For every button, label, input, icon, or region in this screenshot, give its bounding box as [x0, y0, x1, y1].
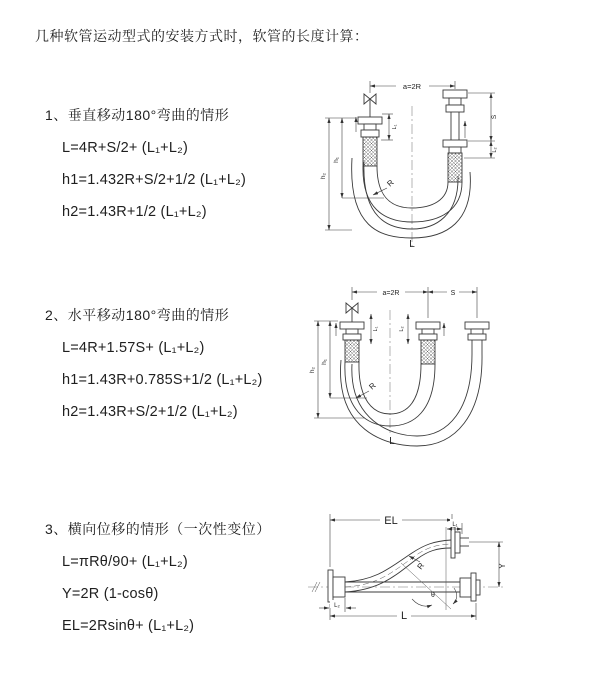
dim-label-l2: L₂	[492, 147, 498, 153]
formula-line: L=4R+1.57S+ (L₁+L₂)	[62, 340, 205, 356]
hose-curves	[341, 354, 483, 446]
dim-label-s: S	[491, 114, 498, 120]
dim-label-l2: L₂	[334, 603, 340, 609]
section-3	[45, 519, 315, 648]
hose-curves	[345, 540, 451, 592]
construction-line	[401, 563, 451, 609]
dim-label-h2: h₂	[320, 172, 327, 180]
diagram-horizontal-180-bend	[305, 278, 600, 463]
formula-line: EL=2Rsinθ+ (L₁+L₂)	[62, 618, 195, 634]
dim-label-el: EL	[384, 515, 398, 527]
formula-line: h1=1.432R+S/2+1/2 (L₁+L₂)	[62, 172, 247, 188]
section-1-heading: 1、垂直移动180°弯曲的情形	[45, 107, 230, 123]
diagram-vertical-180-bend	[312, 70, 597, 265]
formula-line: Y=2R (1-cosθ)	[62, 586, 159, 602]
length-label: L	[409, 239, 415, 250]
formula-line: L=πRθ/90+ (L₁+L₂)	[62, 554, 188, 570]
dim-label-l1: L₁	[452, 522, 458, 528]
hose-braid	[421, 340, 435, 364]
dim-label-l: L	[400, 610, 408, 622]
radius-label: R	[385, 177, 396, 189]
hose-braid	[448, 153, 462, 182]
section-1	[45, 105, 315, 234]
dim-label-a2r: a=2R	[382, 290, 400, 297]
formula-line: h1=1.43R+0.785S+1/2 (L₁+L₂)	[62, 372, 263, 388]
section-2	[45, 305, 315, 434]
section-2-heading: 2、水平移动180°弯曲的情形	[45, 307, 230, 323]
formula-line: L=4R+S/2+ (L₁+L₂)	[62, 140, 188, 156]
dim-label-l1: L₁	[373, 326, 379, 332]
page-title: 几种软管运动型式的安装方式时，软管的长度计算：	[35, 28, 369, 44]
dim-label-a2r: a=2R	[402, 82, 422, 91]
formula-line: h2=1.43R+1/2 (L₁+L₂)	[62, 204, 207, 220]
dim-label-l1: L₁	[392, 124, 398, 130]
dim-label-h1: h₁	[333, 157, 340, 163]
section-3-heading: 3、横向位移的情形（一次性变位）	[45, 521, 271, 537]
radius-label: R	[415, 561, 427, 572]
formula-line: h2=1.43R+S/2+1/2 (L₁+L₂)	[62, 404, 238, 420]
hose-braid	[363, 137, 377, 166]
valve-icon	[346, 303, 358, 322]
hose-braid	[345, 340, 359, 362]
valve-icon	[364, 94, 376, 117]
dim-label-h2: h₂	[309, 366, 316, 374]
dim-label-l2: L₂	[399, 326, 405, 332]
radius-label: R	[367, 380, 378, 392]
dim-label-s: S	[450, 290, 456, 297]
length-label: L	[389, 436, 395, 447]
dim-label-h1: h₁	[321, 359, 328, 365]
diagram-lateral-displacement	[300, 500, 600, 660]
dim-label-y: Y	[498, 563, 507, 569]
angle-label: θ	[431, 592, 435, 599]
